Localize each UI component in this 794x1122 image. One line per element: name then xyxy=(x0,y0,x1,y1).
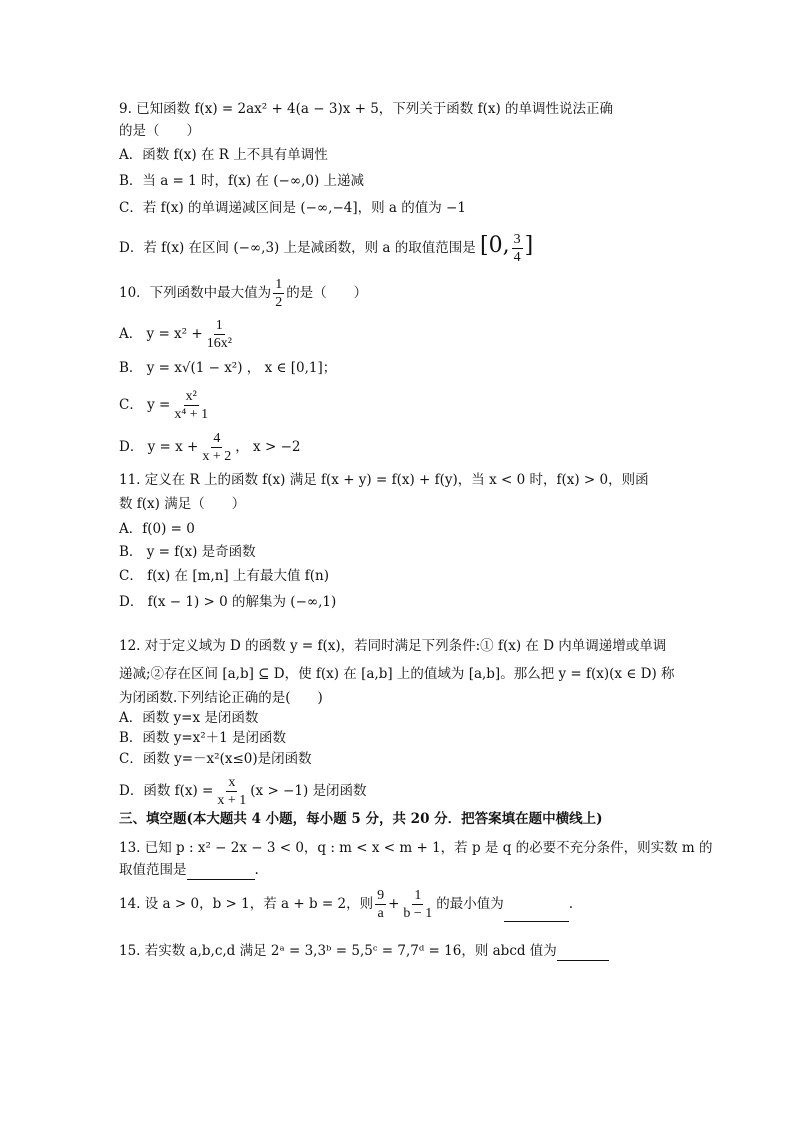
q10-d-pre: D． y = x + xyxy=(119,439,199,455)
q15-line xyxy=(119,941,609,961)
q13-line2-text: 取值范围是 xyxy=(119,862,187,878)
q10-stem xyxy=(119,276,367,311)
q10-option-d xyxy=(119,430,300,465)
q13-line1: 13. 已知 p : x² − 2x − 3 < 0，q : m < x < m + 1，若 p 是 q 的必要不充分条件，则实数 m 的 xyxy=(119,840,713,856)
q9-stem-line1: 9. 已知函数 f(x) = 2ax² + 4(a − 3)x + 5，下列关于函数 f(x) 的单调性说法正确 xyxy=(119,101,614,117)
q12-d-post: (x > −1) 是闭函数 xyxy=(250,783,367,799)
q10-a-pre: A． y = x² + xyxy=(119,326,203,342)
q12-d-pre: D．函数 f(x) = xyxy=(119,783,214,799)
q14-n2: 1 xyxy=(414,888,422,903)
section-heading-fill-in: 三、填空题(本大题共 4 小题，每小题 5 分，共 20 分．把答案填在题中横线上) xyxy=(119,811,603,827)
q9-option-c: C．若 f(x) 的单调递减区间是 (−∞,−4]，则 a 的值为 −1 xyxy=(119,200,466,216)
q12-d-den: x + 1 xyxy=(217,793,247,808)
q14-plus: + xyxy=(388,896,400,912)
q10-c-pre: C． y = xyxy=(119,397,171,413)
q12-option-c: C．函数 y=－x²(x≤0)是闭函数 xyxy=(119,751,312,767)
q12-option-d xyxy=(119,774,367,809)
q11-option-c: C． f(x) 在 [m,n] 上有最大值 f(n) xyxy=(119,568,329,584)
q11-option-d: D． f(x − 1) > 0 的解集为 (−∞,1) xyxy=(119,594,337,610)
q12-option-b: B．函数 y=x²＋1 是闭函数 xyxy=(119,730,287,746)
q9-d-frac-num: 3 xyxy=(513,232,521,247)
q10-stem-pre: 10．下列函数中最大值为 xyxy=(119,285,272,301)
q14-end: . xyxy=(568,896,574,912)
q14-line xyxy=(119,887,573,922)
q10-stem-num: 1 xyxy=(275,277,283,292)
q10-a-fraction xyxy=(205,317,234,352)
q10-stem-den: 2 xyxy=(275,295,283,310)
q14-d2: b − 1 xyxy=(403,906,433,921)
q10-c-fraction xyxy=(172,388,210,423)
q9-d-frac-den: 4 xyxy=(513,250,521,265)
q10-d-fraction xyxy=(200,430,233,465)
q9-option-d-fraction xyxy=(512,231,523,266)
q9-option-d-text: D．若 f(x) 在区间 (−∞,3) 上是减函数，则 a 的取值范围是 xyxy=(119,240,476,256)
q9-option-d-bracket-right: ] xyxy=(524,233,534,258)
q14-frac2 xyxy=(401,887,434,922)
q9-option-d xyxy=(119,231,533,266)
q14-n1: 9 xyxy=(377,888,385,903)
q12-d-fraction xyxy=(215,774,248,809)
q10-c-den: x⁴ + 1 xyxy=(174,407,209,422)
q12-stem-line3: 为闭函数.下列结论正确的是( ) xyxy=(119,690,323,706)
q12-d-num: x xyxy=(228,775,236,790)
q9-option-b: B．当 a = 1 时，f(x) 在 (−∞,0) 上递减 xyxy=(119,173,365,189)
q14-frac1 xyxy=(375,887,386,922)
q14-post: 的最小值为 xyxy=(436,896,504,912)
q14-pre: 14. 设 a > 0，b > 1，若 a + b = 2，则 xyxy=(119,896,374,912)
q10-option-b: B． y = x√(1 − x²) ， x ∈ [0,1]； xyxy=(119,360,337,376)
q10-stem-post: 的是（ ） xyxy=(286,285,368,301)
q9-option-d-bracket-left: [0, xyxy=(480,233,510,258)
q15-answer-blank[interactable] xyxy=(557,946,609,961)
q13-line2 xyxy=(119,860,259,880)
q11-option-a: A．f(0) = 0 xyxy=(119,521,195,537)
q12-stem-line1: 12. 对于定义域为 D 的函数 y = f(x)，若同时满足下列条件:① f(x) 在 D 内单调递增或单调 xyxy=(119,638,667,654)
q10-stem-fraction xyxy=(273,276,284,311)
q10-d-post: ， x > −2 xyxy=(235,439,301,455)
q13-end: . xyxy=(254,862,259,878)
q10-c-num: x² xyxy=(185,389,197,404)
q12-option-a: A．函数 y=x 是闭函数 xyxy=(119,710,259,726)
q11-stem-line1: 11. 定义在 R 上的函数 f(x) 满足 f(x + y) = f(x) + f(y)，当 x < 0 时，f(x) > 0，则函 xyxy=(119,472,649,488)
q10-a-num: 1 xyxy=(215,318,223,333)
q9-option-a: A．函数 f(x) 在 R 上不具有单调性 xyxy=(119,147,328,163)
q10-d-den: x + 2 xyxy=(202,449,232,464)
q10-option-c xyxy=(119,388,212,423)
q10-option-a xyxy=(119,317,236,352)
q9-stem-line2: 的是（ ） xyxy=(119,123,200,139)
q15-text: 15. 若实数 a,b,c,d 满足 2ᵃ = 3,3ᵇ = 5,5ᶜ = 7,7ᵈ = 16，则 abcd 值为 xyxy=(119,943,557,959)
q13-answer-blank[interactable] xyxy=(187,865,255,880)
q12-stem-line2: 递减;②存在区间 [a,b] ⊆ D，使 f(x) 在 [a,b] 上的值域为 [a,b]。那么把 y = f(x)(x ∈ D) 称 xyxy=(119,666,675,682)
q14-d1: a xyxy=(377,906,384,921)
q10-d-num: 4 xyxy=(213,431,221,446)
q11-option-b: B． y = f(x) 是奇函数 xyxy=(119,544,256,560)
q10-a-den: 16x² xyxy=(206,336,232,351)
q14-answer-blank[interactable] xyxy=(504,907,569,922)
q11-stem-line2: 数 f(x) 满足（ ） xyxy=(119,496,246,512)
